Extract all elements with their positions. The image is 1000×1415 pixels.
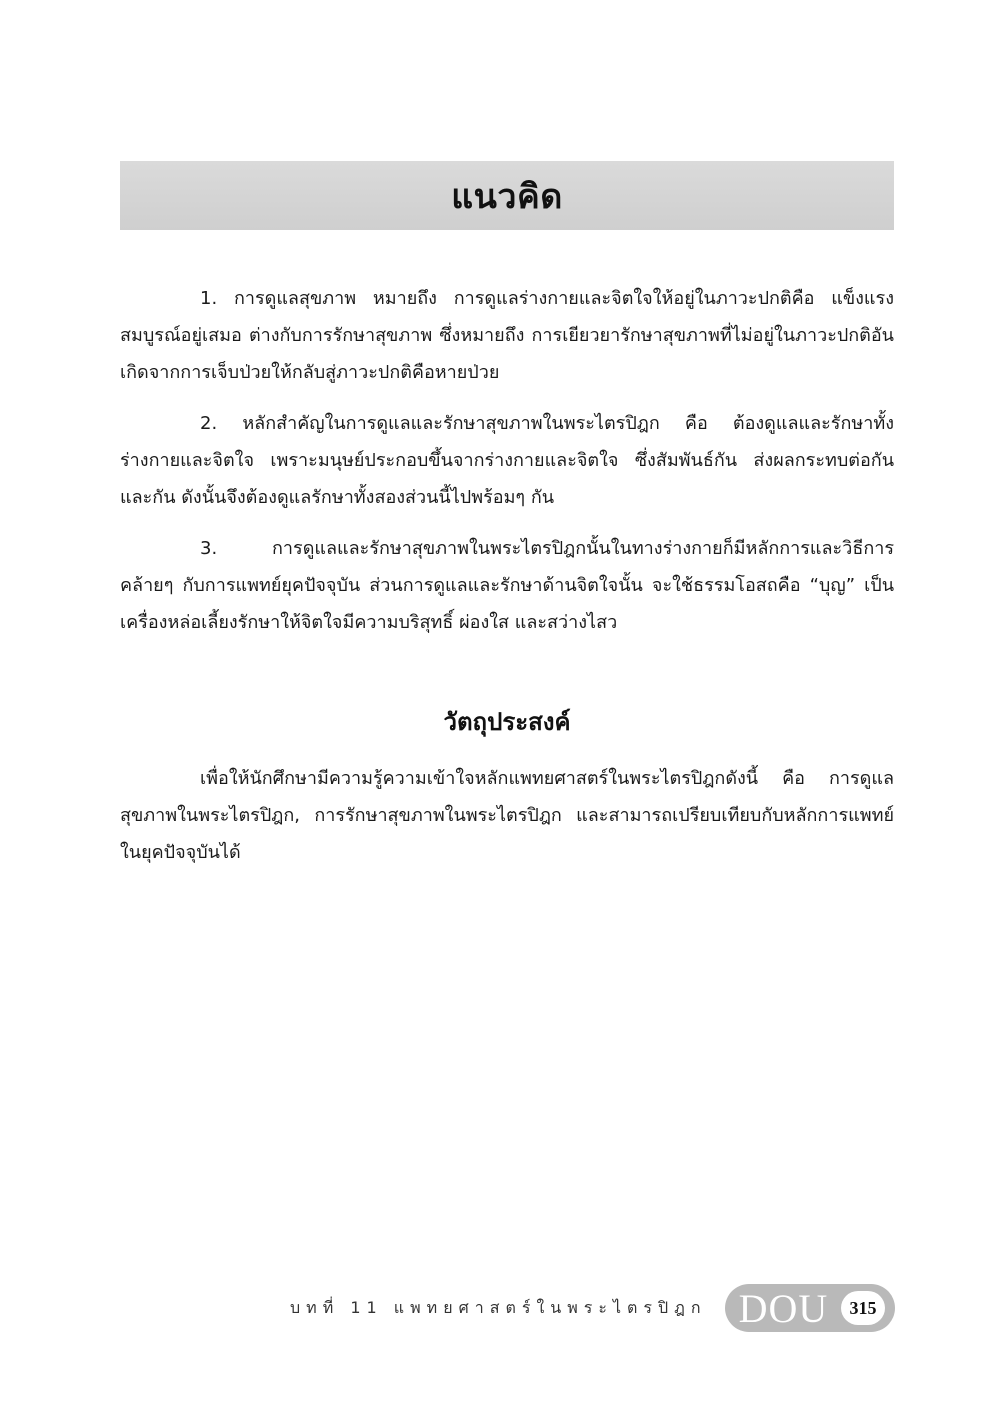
objectives-paragraph: เพื่อให้นักศึกษามีความรู้ความเข้าใจหลักแพทยศาสตร์ในพระไตรปิฎกดังนี้ คือ การดูแลสุขภาพในพระไตรปิฎก, การรักษาสุขภาพในพระไตรปิฎก และสามารถเปรียบเทียบกับหลักการแพทย์ในยุคปัจจุบันได้ [120, 768, 894, 863]
concept-paragraph-1: 1. การดูแลสุขภาพ หมายถึง การดูแลร่างกายและจิตใจให้อยู่ในภาวะปกติคือ แข็งแรงสมบูรณ์อยู่เสมอ ต่างกับการรักษาสุขภาพ ซึ่งหมายถึง การเยียวยารักษาสุขภาพที่ไม่อยู่ในภาวะปกติอันเกิดจากการเจ็บป่วยให้กลับสู่ภาวะปกติคือหายป่วย [120, 288, 894, 383]
concept-paragraph-3: 3. การดูแลและรักษาสุขภาพในพระไตรปิฎกนั้นในทางร่างกายก็มีหลักการและวิธีการคล้ายๆ กับการแพทย์ยุคปัจจุบัน ส่วนการดูแลและรักษาด้านจิตใจนั้น จะใช้ธรรมโอสถคือ “บุญ” เป็นเครื่องหล่อเลี้ยงรักษาให้จิตใจมีความบริสุทธิ์ ผ่องใส และสว่างไสว [120, 538, 894, 633]
page-footer [290, 1283, 895, 1333]
concepts-section [120, 280, 894, 655]
header-band [120, 161, 894, 230]
footer-chapter-title: บทที่ 11 แพทยศาสตร์ในพระไตรปิฎก [290, 1297, 707, 1317]
page-number: 315 [841, 1291, 885, 1325]
dou-logo: DOU [738, 1285, 829, 1331]
footer-badge [725, 1284, 895, 1332]
objectives-title: วัตถุประสงค์ [443, 708, 571, 736]
page-title: แนวคิด [451, 176, 563, 217]
concept-paragraph-2: 2. หลักสำคัญในการดูแลและรักษาสุขภาพในพระไตรปิฎก คือ ต้องดูแลและรักษาทั้งร่างกายและจิตใจ เพราะมนุษย์ประกอบขึ้นจากร่างกายและจิตใจ ซึ่งสัมพันธ์กัน ส่งผลกระทบต่อกันและกัน ดังนั้นจึงต้องดูแลรักษาทั้งสองส่วนนี้ไปพร้อมๆ กัน [120, 413, 894, 508]
